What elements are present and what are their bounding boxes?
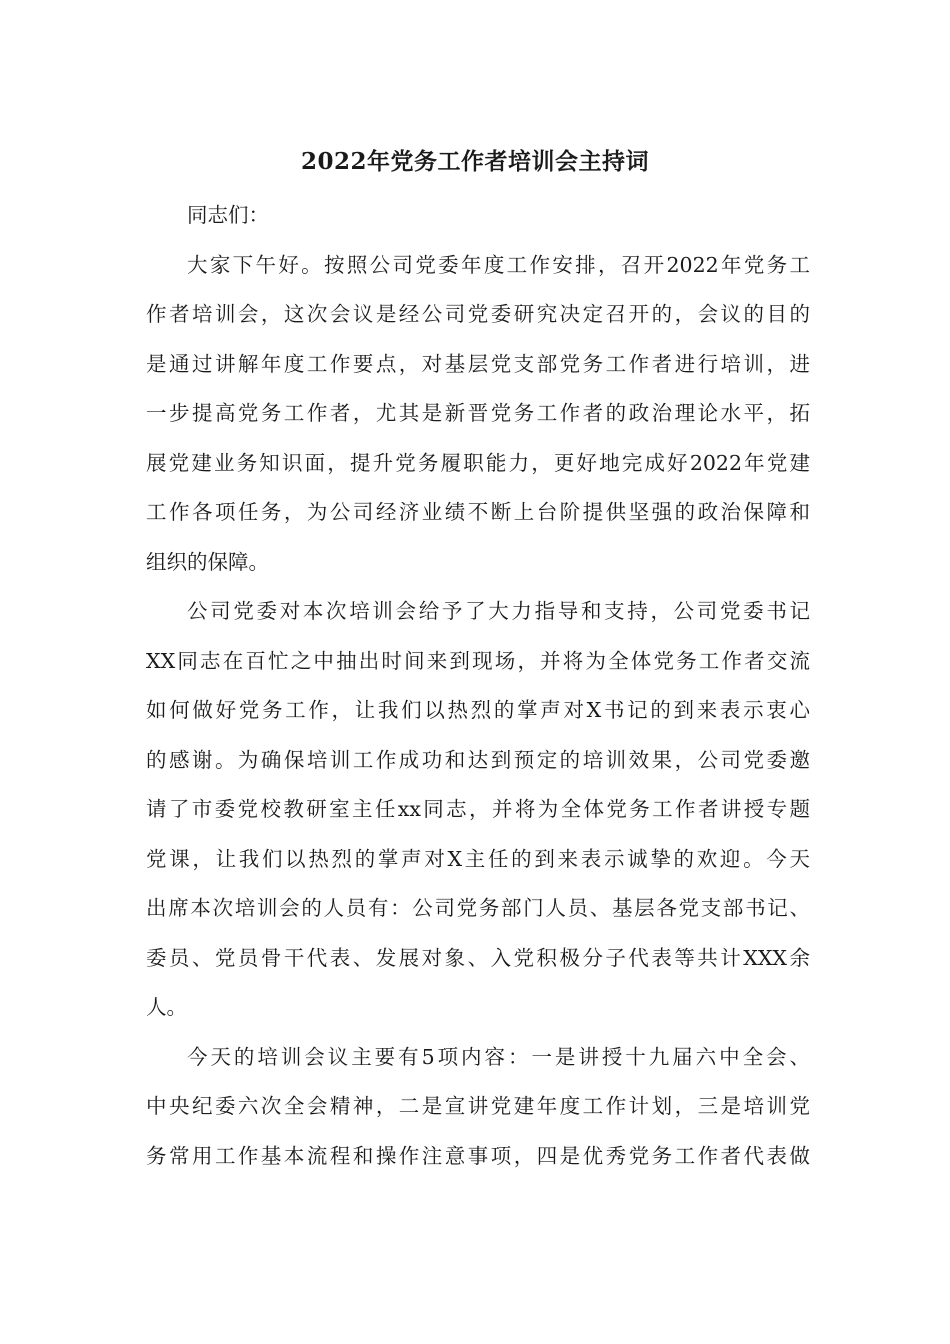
paragraph-1-line: 工作各项任务，为公司经济业绩不断上台阶提供坚强的政治保障和 [146, 500, 810, 524]
document-body [146, 191, 810, 1181]
paragraph-1-line: 作者培训会，这次会议是经公司党委研究决定召开的，会议的目的 [146, 302, 810, 326]
document-title: 2022年党务工作者培训会主持词 [300, 148, 649, 175]
paragraph-2-line: 的感谢。为确保培训工作成功和达到预定的培训效果，公司党委邀 [146, 747, 810, 772]
paragraph-2-line: 请了市委党校教研室主任xx同志，并将为全体党务工作者讲授专题 [146, 797, 810, 821]
paragraph-1-line: 组织的保障。 [146, 549, 269, 574]
paragraph-1-line: 展党建业务知识面，提升党务履职能力，更好地完成好2022年党建 [146, 450, 810, 475]
paragraph-1-line: 大家下午好。按照公司党委年度工作安排，召开2022年党务工 [187, 252, 810, 277]
paragraph-2-line: XX同志在百忙之中抽出时间来到现场，并将为全体党务工作者交流 [146, 648, 810, 673]
salutation-line: 同志们： [187, 203, 269, 227]
paragraph-3-line: 务常用工作基本流程和操作注意事项，四是优秀党务工作者代表做 [146, 1143, 810, 1168]
paragraph-2-line: 委员、党员骨干代表、发展对象、入党积极分子代表等共计XXX余 [146, 945, 810, 970]
paragraph-2-line: 党课，让我们以热烈的掌声对X主任的到来表示诚挚的欢迎。今天 [146, 846, 810, 871]
paragraph-2-line: 公司党委对本次培训会给予了大力指导和支持，公司党委书记 [187, 599, 810, 623]
paragraph-3-line: 中央纪委六次全会精神，二是宣讲党建年度工作计划，三是培训党 [146, 1094, 810, 1118]
paragraph-1-line: 是通过讲解年度工作要点，对基层党支部党务工作者进行培训，进 [146, 351, 810, 376]
paragraph-2-line: 出席本次培训会的人员有：公司党务部门人员、基层各党支部书记、 [146, 896, 810, 920]
paragraph-3-line: 今天的培训会议主要有5项内容：一是讲授十九届六中全会、 [187, 1044, 810, 1069]
paragraph-2-line: 如何做好党务工作，让我们以热烈的掌声对X书记的到来表示衷心 [146, 698, 810, 722]
paragraph-1-line: 一步提高党务工作者，尤其是新晋党务工作者的政治理论水平，拓 [146, 401, 810, 425]
paragraph-2-line: 人。 [146, 995, 187, 1019]
